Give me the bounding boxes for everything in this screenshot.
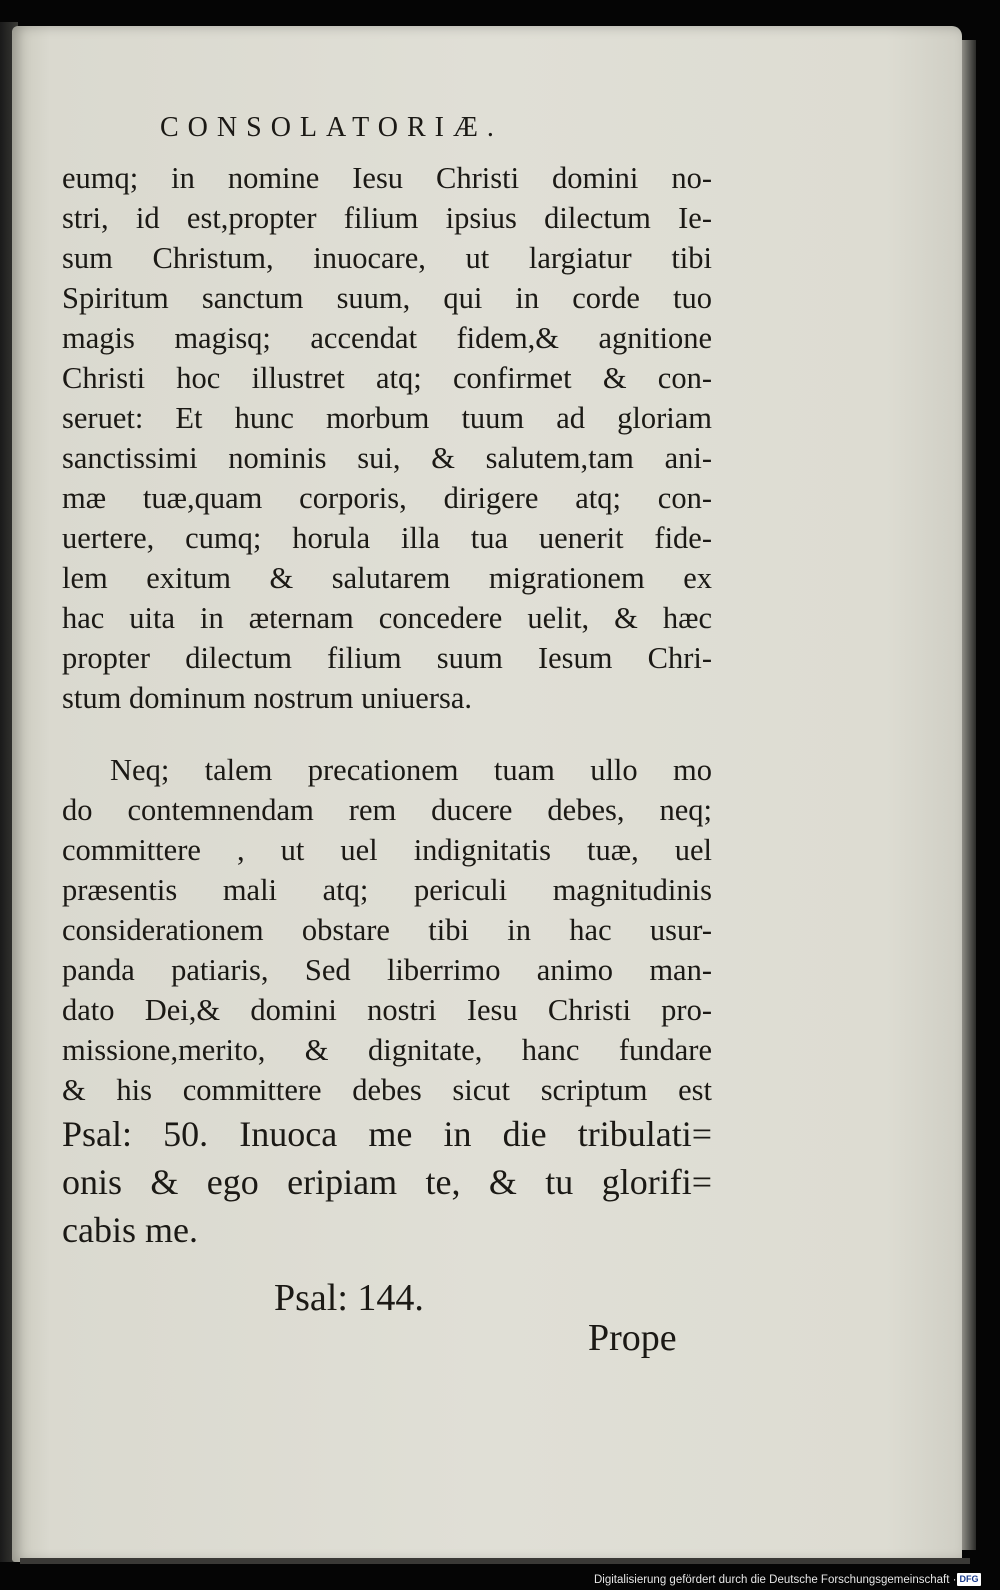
page-edge	[962, 40, 976, 1550]
body-text	[62, 158, 712, 1254]
text-line: magis magisq; accendat fidem,& agnitione	[62, 321, 712, 355]
scripture-line: Psal: 50. Inuoca me in die tribulati=	[62, 1114, 712, 1154]
catchword: Prope	[588, 1317, 677, 1359]
paragraph-1	[62, 158, 712, 718]
scripture-line: cabis me.	[62, 1210, 198, 1250]
text-line: sanctissimi nominis sui, & salutem,tam ani-	[62, 441, 712, 475]
text-line: panda patiaris, Sed liberrimo animo man-	[62, 953, 712, 987]
digitization-credit: Digitalisierung gefördert durch die Deutsche Forschungsgemeinschaft ·	[594, 1574, 957, 1586]
text-line: mæ tuæ,quam corporis, dirigere atq; con-	[62, 481, 712, 515]
text-line: missione,merito, & dignitate, hanc fundare	[62, 1033, 712, 1067]
paragraph-2	[62, 750, 712, 1254]
text-line: committere , ut uel indignitatis tuæ, uel	[62, 833, 712, 867]
running-head: CONSOLATORIÆ.	[160, 112, 503, 143]
text-line: eumq; in nomine Iesu Christi domini no-	[62, 161, 712, 195]
text-line: uertere, cumq; horula illa tua uenerit fide-	[62, 521, 712, 555]
text-line: sum Christum, inuocare, ut largiatur tibi	[62, 241, 712, 275]
text-line: Christi hoc illustret atq; confirmet & con-	[62, 361, 712, 395]
scripture-line: onis & ego eripiam te, & tu glorifi=	[62, 1162, 712, 1202]
text-line: dato Dei,& domini nostri Iesu Christi pro-	[62, 993, 712, 1027]
page-bottom-edge	[20, 1558, 970, 1564]
text-line: stum dominum nostrum uniuersa.	[62, 681, 473, 715]
text-line: do contemnendam rem ducere debes, neq;	[62, 793, 712, 827]
text-line: Spiritum sanctum suum, qui in corde tuo	[62, 281, 712, 315]
text-line: hac uita in æternam concedere uelit, & hæc	[62, 601, 712, 635]
text-line: lem exitum & salutarem migrationem ex	[62, 561, 712, 595]
paragraph-gap	[62, 718, 712, 750]
text-line: Neq; talem precationem tuam ullo mo	[110, 753, 712, 787]
text-line: stri, id est,propter filium ipsius dilectum Ie-	[62, 201, 712, 235]
text-line: & his committere debes sicut scriptum est	[62, 1073, 712, 1107]
psalm-heading: Psal: 144.	[274, 1277, 424, 1319]
dfg-logo: DFG	[957, 1573, 981, 1586]
text-line: propter dilectum filium suum Iesum Chri-	[62, 641, 712, 675]
text-line: considerationem obstare tibi in hac usur-	[62, 913, 712, 947]
text-line: seruet: Et hunc morbum tuum ad gloriam	[62, 401, 712, 435]
text-line: præsentis mali atq; periculi magnitudinis	[62, 873, 712, 907]
